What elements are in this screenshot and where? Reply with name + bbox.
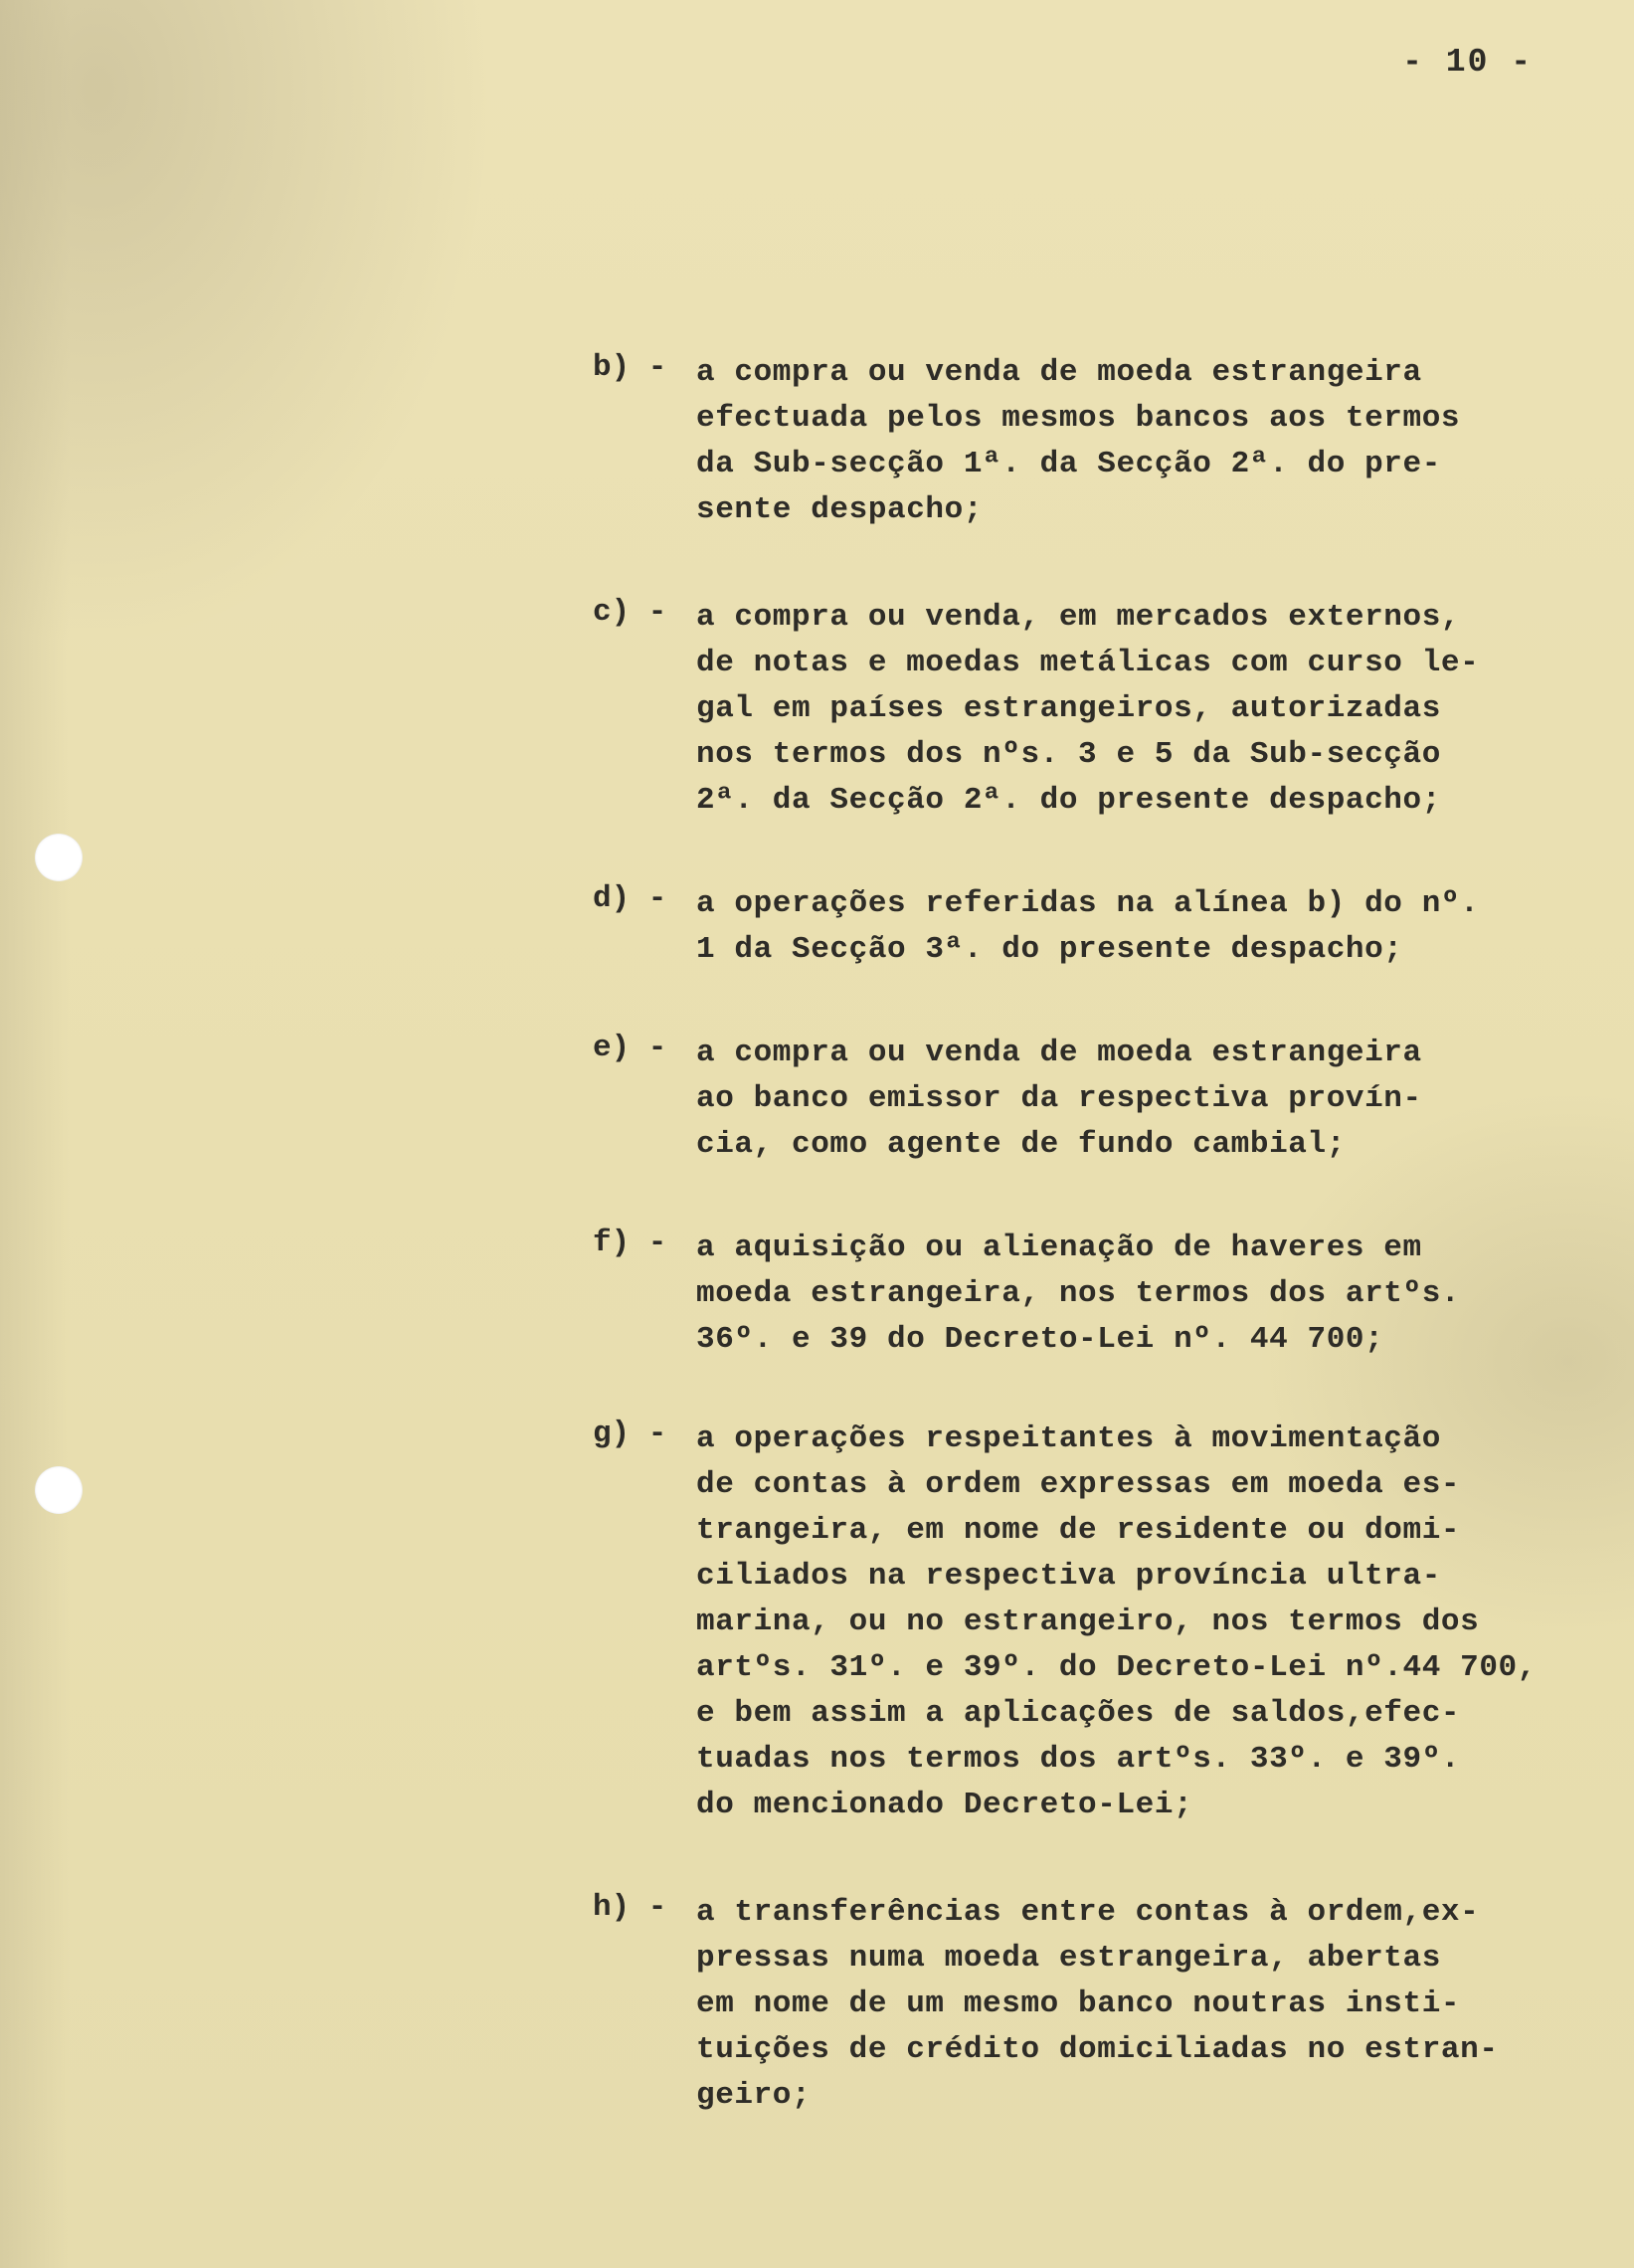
item-text: a aquisição ou alienação de haveres em moeda estrangeira, nos termos dos artºs. 36º. e 39 do Decreto-Lei nº. 44 700; (696, 1230, 1461, 1357)
item-text: a operações respeitantes à movimentação de contas à ordem expressas em moeda es- trangeira, em nome de residente ou domi- ciliados na respectiva província ultra- marina, ou no estrangeiro, nos termos dos artºs. 31º. e 39º. do Decreto-Lei nº.44 700, e bem assim a aplicações de saldos,efec- tuadas nos termos dos artºs. 33º. e 39º. do mencionado Decreto-Lei; (696, 1421, 1537, 1822)
page-number: - 10 - (1402, 44, 1533, 81)
item-text: a compra ou venda, em mercados externos, de notas e moedas metálicas com curso le- gal em países estrangeiros, autorizadas nos termos dos nºs. 3 e 5 da Sub-secção 2ª. da Secção 2ª. do presente despacho; (696, 600, 1480, 818)
list-item-g (593, 1417, 1547, 1828)
list-item-c (593, 595, 1547, 824)
list-item-f (593, 1226, 1547, 1363)
item-label: b) - (593, 350, 667, 385)
item-text: a transferências entre contas à ordem,ex- pressas numa moeda estrangeira, abertas em nome de um mesmo banco noutras insti- tuições de crédito domiciliadas no estran- geiro; (696, 1895, 1499, 2113)
item-label: f) - (593, 1226, 667, 1260)
punch-hole-bottom (35, 1466, 83, 1514)
item-text: a compra ou venda de moeda estrangeira ao banco emissor da respectiva provín- cia, como agente de fundo cambial; (696, 1036, 1422, 1162)
item-label: e) - (593, 1031, 667, 1065)
punch-hole-top (35, 834, 83, 881)
list-item-d (593, 881, 1547, 973)
item-text: a compra ou venda de moeda estrangeira efectuada pelos mesmos bancos aos termos da Sub-secção 1ª. da Secção 2ª. do pre- sente despacho; (696, 355, 1461, 527)
item-label: d) - (593, 881, 667, 916)
list-item-e (593, 1031, 1547, 1168)
list-item-h (593, 1890, 1547, 2119)
item-label: g) - (593, 1417, 667, 1451)
list-item-b (593, 350, 1547, 533)
item-label: c) - (593, 595, 667, 630)
item-text: a operações referidas na alínea b) do nº. 1 da Secção 3ª. do presente despacho; (696, 886, 1480, 967)
item-label: h) - (593, 1890, 667, 1925)
